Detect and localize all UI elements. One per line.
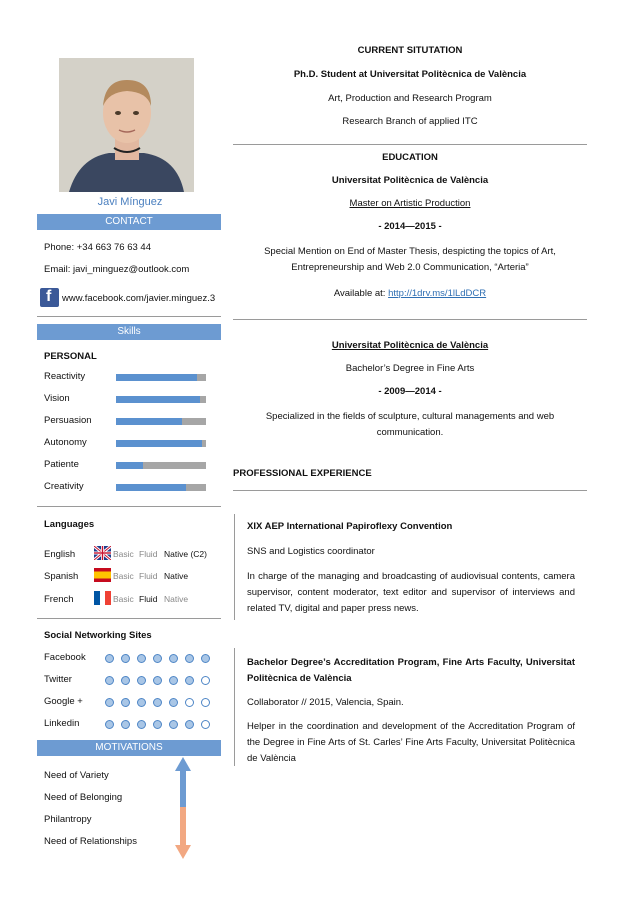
- motivations-header: MOTIVATIONS: [37, 740, 221, 756]
- skill-bar-fill: [116, 462, 143, 469]
- rating-dot: [169, 720, 178, 729]
- rating-dot: [185, 720, 194, 729]
- spain-flag-icon: [94, 568, 111, 582]
- experience-entry-role: Collaborator // 2015, Valencia, Spain.: [247, 697, 404, 708]
- motivation-item: Need of Variety: [44, 770, 109, 781]
- language-level: Fluid: [139, 571, 158, 581]
- contact-email[interactable]: Email: javi_minguez@outlook.com: [44, 264, 190, 275]
- motivation-arrow-icon: [174, 757, 192, 859]
- rating-dot: [185, 698, 194, 707]
- experience-entry-desc: In charge of the managing and broadcasting of audiovisual contents, camera supervisor, content moderator, text editor and supervisor of interviews and related TV, digital and paper press news.: [247, 571, 575, 614]
- rating-dot: [121, 720, 130, 729]
- rating-dot: [105, 676, 114, 685]
- language-level: Native: [164, 571, 189, 581]
- rating-dot: [121, 676, 130, 685]
- divider: [37, 316, 221, 317]
- facebook-icon: f: [40, 288, 59, 307]
- rating-dot: [153, 654, 162, 663]
- rating-dot: [201, 698, 210, 707]
- rating-dot: [121, 698, 130, 707]
- rating-dot: [153, 676, 162, 685]
- rating-dot: [105, 698, 114, 707]
- motivation-item: Philantropy: [44, 814, 92, 825]
- divider: [233, 144, 587, 145]
- languages-title: Languages: [44, 519, 95, 530]
- language-label: Spanish: [44, 571, 79, 582]
- education-degree: Master on Artistic Production: [349, 198, 471, 209]
- language-label: English: [44, 549, 76, 560]
- rating-dot: [185, 676, 194, 685]
- language-level: Native (C2): [164, 549, 207, 559]
- experience-title: PROFESSIONAL EXPERIENCE: [233, 468, 372, 479]
- divider: [233, 490, 587, 491]
- divider: [37, 618, 221, 619]
- experience-rule: [234, 514, 235, 620]
- skill-label: Autonomy: [44, 437, 87, 448]
- motivation-item: Need of Belonging: [44, 792, 123, 803]
- rating-dot: [201, 676, 210, 685]
- skill-bar-fill: [116, 374, 197, 381]
- contact-facebook[interactable]: www.facebook.com/javier.minguez.3: [62, 293, 216, 304]
- skill-label: Persuasion: [44, 415, 92, 426]
- rating-dot: [137, 720, 146, 729]
- profile-photo: [59, 58, 194, 192]
- skill-bar-fill: [116, 440, 202, 447]
- experience-rule: [234, 648, 235, 766]
- rating-dot: [137, 654, 146, 663]
- divider: [233, 319, 587, 320]
- skill-bar: [116, 440, 206, 447]
- rating-dot: [169, 676, 178, 685]
- education-title: EDUCATION: [382, 152, 438, 163]
- rating-dot: [169, 698, 178, 707]
- language-level: Native: [164, 594, 189, 604]
- rating-dot: [201, 720, 210, 729]
- rating-dot: [153, 720, 162, 729]
- skill-label: Vision: [44, 393, 70, 404]
- rating-dot: [185, 654, 194, 663]
- language-level: Fluid: [139, 549, 158, 559]
- rating-dot: [169, 654, 178, 663]
- language-level: Basic: [113, 594, 134, 604]
- skill-bar: [116, 418, 206, 425]
- contact-header: CONTACT: [37, 214, 221, 230]
- thesis-link[interactable]: http://1drv.ms/1lLdDCR: [388, 288, 487, 299]
- rating-dot: [137, 698, 146, 707]
- current-branch: Research Branch of applied ITC: [342, 116, 478, 127]
- experience-entry-title: Bachelor Degree’s Accreditation Program, Fine Arts Faculty, Universitat Politècnica de València: [247, 657, 575, 684]
- experience-entry-title: XIX AEP International Papiroflexy Convention: [247, 521, 453, 532]
- skill-bar-fill: [116, 418, 182, 425]
- education-years: - 2009—2014 -: [378, 386, 442, 397]
- rating-dot: [121, 654, 130, 663]
- rating-dot: [201, 654, 210, 663]
- france-flag-icon: [94, 591, 111, 605]
- rating-dot: [137, 676, 146, 685]
- education-desc: Special Mention on End of Master Thesis, despicting the topics of Art, Entrepreneurship and Web 2.0 Communication, “Arteria”: [264, 246, 556, 273]
- rating-dot: [105, 720, 114, 729]
- current-program: Art, Production and Research Program: [328, 93, 492, 104]
- language-level: Basic: [113, 549, 134, 559]
- portrait-image: [59, 58, 194, 192]
- education-school: Universitat Politècnica de València: [331, 340, 489, 351]
- skill-bar: [116, 374, 206, 381]
- social-label: Facebook: [44, 652, 86, 663]
- social-title: Social Networking Sites: [44, 630, 152, 641]
- education-school: Universitat Politècnica de València: [331, 175, 489, 186]
- skill-label: Creativity: [44, 481, 84, 492]
- language-level: Fluid: [139, 594, 158, 604]
- skill-bar-fill: [116, 396, 200, 403]
- skill-bar: [116, 396, 206, 403]
- skill-bar: [116, 484, 206, 491]
- skill-label: Patiente: [44, 459, 79, 470]
- education-degree: Bachelor’s Degree in Fine Arts: [345, 363, 475, 374]
- language-level: Basic: [113, 571, 134, 581]
- current-title: CURRENT SITUTATION: [357, 45, 463, 56]
- motivation-item: Need of Relationships: [44, 836, 137, 847]
- education-available: Available at: http://1drv.ms/1lLdDCR: [333, 288, 487, 299]
- divider: [37, 506, 221, 507]
- social-label: Google +: [44, 696, 83, 707]
- current-role: Ph.D. Student at Universitat Politècnica de València: [293, 69, 527, 80]
- education-years: - 2014—2015 -: [378, 221, 442, 232]
- experience-entry-role: SNS and Logistics coordinator: [247, 546, 375, 557]
- rating-dot: [153, 698, 162, 707]
- social-label: Linkedin: [44, 718, 80, 729]
- language-label: French: [44, 594, 74, 605]
- skills-header: Skills: [37, 324, 221, 340]
- contact-phone: Phone: +34 663 76 63 44: [44, 242, 151, 253]
- skill-bar: [116, 462, 206, 469]
- uk-flag-icon: [94, 546, 111, 560]
- skill-bar-fill: [116, 484, 186, 491]
- personal-title: PERSONAL: [44, 351, 97, 362]
- skill-label: Reactivity: [44, 371, 86, 382]
- social-label: Twitter: [44, 674, 72, 685]
- rating-dot: [105, 654, 114, 663]
- education-desc: Specialized in the fields of sculpture, cultural managements and web communication.: [265, 411, 555, 438]
- experience-entry-desc: Helper in the coordination and development of the Accreditation Program of the Degree in Fine Arts of St. Carles’ Fine Arts Faculty, Universitat Politècnica de València: [247, 721, 575, 764]
- profile-name: Javi Mínguez: [97, 196, 163, 208]
